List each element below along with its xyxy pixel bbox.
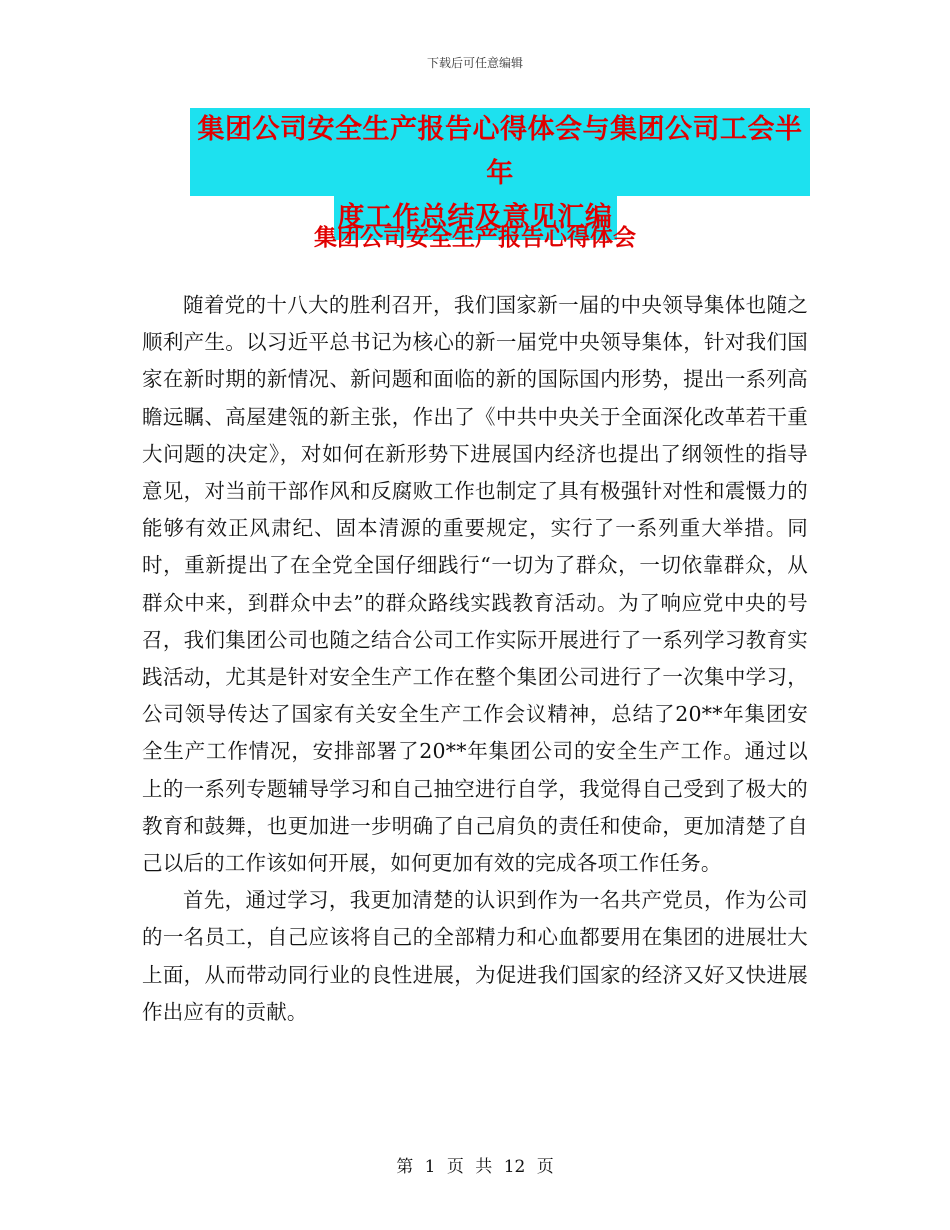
paragraph: 随着党的十八大的胜利召开，我们国家新一届的中央领导集体也随之顺利产生。以习近平总书记为核心的新一届党中央领导集体，针对我们国家在新时期的新情况、新问题和面临的新的国际国内形势，提出一系列高瞻远瞩、高屋建瓴的新主张，作出了《中共中央关于全面深化改革若干重大问题的决定》，对如何在新形势下进展国内经济也提出了纲领性的指导意见，对当前干部作风和反腐败工作也制定了具有极强针对性和震慑力的能够有效正风肃纪、固本清源的重要规定，实行了一系列重大举措。同时，重新提出了在全党全国仔细践行“一切为了群众，一切依靠群众，从群众中来，到群众中去”的群众路线实践教育活动。为了响应党中央的号召，我们集团公司也随之结合公司工作实际开展进行了一系列学习教育实践活动，尤其是针对安全生产工作在整个集团公司进行了一次集中学习，公司领导传达了国家有关安全生产工作会议精神，总结了20**年集团安全生产工作情况，安排部署了20**年集团公司的安全生产工作。通过以上的一系列专题辅导学习和自己抽空进行自学，我觉得自己受到了极大的教育和鼓舞，也更加进一步明确了自己肩负的责任和使命，更加清楚了自己以后的工作该如何开展，如何更加有效的完成各项工作任务。 (142, 293, 808, 876)
title-line-2: 度工作总结及意见汇编 (334, 196, 617, 240)
section-heading: 集团公司安全生产报告心得体会 (314, 225, 636, 251)
body-text (142, 287, 808, 1031)
paragraph: 首先，通过学习，我更加清楚的认识到作为一名共产党员，作为公司的一名员工，自己应该将自己的全部精力和心血都要用在集团的进展壮大上面，从而带动同行业的良性进展，为促进我们国家的经济又好又快进展作出应有的贡献。 (142, 888, 808, 1024)
page-footer: 第 1 页 共 12 页 (396, 1157, 554, 1177)
title-line-1: 集团公司安全生产报告心得体会与集团公司工会半年 (190, 108, 810, 196)
header-note: 下载后可任意编辑 (426, 56, 523, 70)
